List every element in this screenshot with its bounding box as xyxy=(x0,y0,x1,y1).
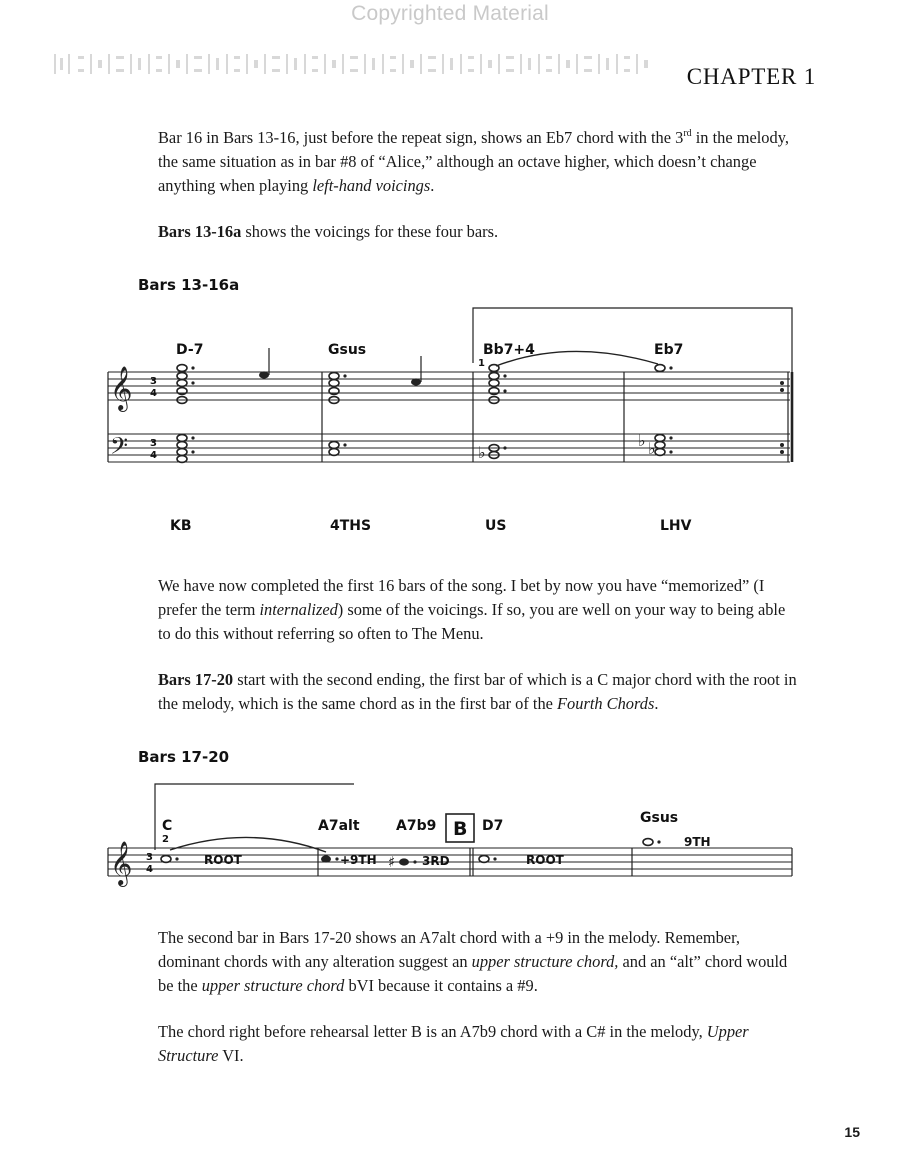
melody-label: ROOT xyxy=(526,853,564,867)
ending-number: 2 xyxy=(162,834,169,845)
paragraph-bars-17-20: Bars 17-20 start with the second ending, the first bar of which is a C major chord with the root in the melody, which is the same chord as in the first bar of the Fourth Chords. xyxy=(158,670,797,713)
melody-label: 3RD xyxy=(422,854,450,868)
chord-symbol: Bb7+4 xyxy=(483,342,535,358)
svg-text:4: 4 xyxy=(146,864,153,875)
example-title: Bars 17-20 xyxy=(138,748,230,766)
voicing-label: LHV xyxy=(660,518,692,534)
chapter-heading: CHAPTER 1 xyxy=(686,64,816,89)
tie xyxy=(170,837,326,852)
example-title: Bars 13-16a xyxy=(138,276,240,294)
second-ending-bracket xyxy=(155,784,354,850)
paragraph-bars-13-16a: Bars 13-16a shows the voicings for these four bars. xyxy=(158,222,499,241)
chord-symbol: Eb7 xyxy=(654,342,684,358)
header-decoration xyxy=(54,52,654,76)
paragraph-first-16-bars: We have now completed the first 16 bars of the song. I bet by now you have “memorized” (I prefer the term internalized) some of the voicings. If so, you are well on your way to being able to do this without referring so often to The Menu. xyxy=(158,576,786,643)
chord-symbol: Gsus xyxy=(640,810,679,826)
copyright-watermark: Copyrighted Material xyxy=(351,2,549,25)
repeat-dots xyxy=(780,381,784,454)
svg-text:4: 4 xyxy=(150,388,157,399)
svg-text:♭: ♭ xyxy=(638,431,646,450)
chord-symbol: C xyxy=(162,818,173,834)
treble-clef-icon: 𝄞 xyxy=(110,841,133,885)
treble-clef-icon: 𝄞 xyxy=(110,366,133,410)
voicing-label: US xyxy=(485,518,507,534)
paragraph-bars-13-16: Bar 16 in Bars 13-16, just before the repeat sign, shows an Eb7 chord with the 3rd in the melody, the same situation as in bar #8 of “Alice,” although an octave higher, which doesn’t change anything when playing left-hand voicings. xyxy=(158,127,789,195)
voicing-label: 4THS xyxy=(330,518,372,534)
chord-symbol: A7alt xyxy=(318,818,360,834)
paragraph-a7alt: The second bar in Bars 17-20 shows an A7alt chord with a +9 in the melody. Remember, dominant chords with any alteration suggest an upper structure chord, and an “alt” chord would be the upper structure chord bVI because it contains a #9. xyxy=(158,928,788,995)
chord-symbol: Gsus xyxy=(328,342,367,358)
voicing-label: KB xyxy=(170,518,192,534)
chord-symbol: D7 xyxy=(482,818,504,834)
svg-text:3: 3 xyxy=(146,852,153,863)
svg-text:♯: ♯ xyxy=(388,853,396,871)
treble-staff xyxy=(108,372,790,400)
svg-text:3: 3 xyxy=(150,438,157,449)
ending-number: 1 xyxy=(478,358,485,369)
melody-label: 9TH xyxy=(684,835,711,849)
bass-staff xyxy=(108,434,790,462)
bass-clef-icon: 𝄢 xyxy=(110,432,129,465)
chord-symbol: A7b9 xyxy=(396,818,437,834)
melody-label: +9TH xyxy=(340,853,377,867)
music-example-bars-17-20 xyxy=(100,738,810,908)
rehearsal-letter: B xyxy=(453,818,468,840)
svg-text:♭: ♭ xyxy=(648,439,656,458)
melody-label: ROOT xyxy=(204,853,242,867)
svg-text:4: 4 xyxy=(150,450,157,461)
svg-text:♭: ♭ xyxy=(478,443,486,462)
paragraph-rehearsal-b: The chord right before rehearsal letter B is an A7b9 chord with a C# in the melody, Upper Structure VI. xyxy=(158,1022,749,1065)
svg-text:3: 3 xyxy=(150,376,157,387)
page-number: 15 xyxy=(844,1124,860,1140)
music-example-bars-13-16a xyxy=(100,268,810,538)
chord-symbol: D-7 xyxy=(176,342,204,358)
